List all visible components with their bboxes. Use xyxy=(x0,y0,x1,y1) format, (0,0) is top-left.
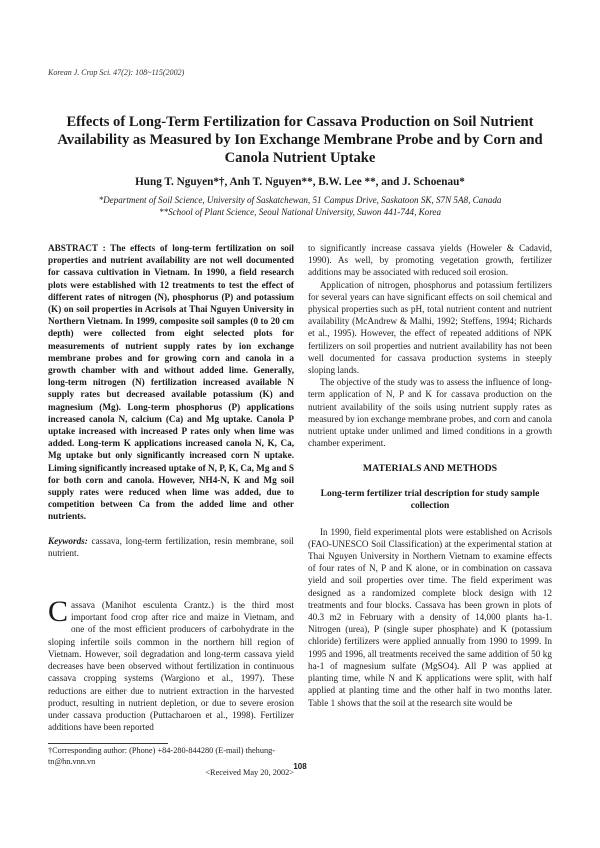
body-paragraph: to significantly increase cassava yields (Howeler & Cadavid, 1990). As well, by promoting vegetation growth, fertilizer additions may be associated with reduced soil erosion. xyxy=(308,243,552,278)
received-date: <Received May 20, 2002> xyxy=(205,767,294,777)
body-paragraph: The objective of the study was to assess the influence of long-term application of N, P and K for cassava production on the nutrient availability of the soils using nutrient supply rates as measured by ion exchange membrane probes, and corn and canola nutrient uptake under unlimed and limed conditions in a growth chamber experiment. xyxy=(308,377,552,449)
subsection-heading: Long-term fertilizer trial description for study sample collection xyxy=(320,488,540,511)
article-title: Effects of Long-Term Fertilization for Cassava Production on Soil Nutrient Availability as Measured by Ion Exchange Membrane Probe and by Corn and Canola Nutrient Uptake xyxy=(57,114,543,166)
left-column xyxy=(48,242,294,778)
drop-cap: C xyxy=(48,595,69,629)
keywords-label: Keywords: xyxy=(48,535,88,546)
keywords-text: cassava, long-term fertilization, resin membrane, soil nutrient. xyxy=(48,535,294,558)
introduction-paragraph xyxy=(48,595,294,733)
body-paragraph: In 1990, field experimental plots were established on Acrisols (FAO-UNESCO Soil Classification) at the experimental station at Thai Nguyen University in Northern Vietnam to examine effects of four rates of N, P and K alone, or in combination on cassava yield and soil properties over time. The field experiment was designed as a randomized complete block design with 12 treatments and four blocks. Cassava has been grown in plots of 40.3 m2 in February with a density of 14,000 plants ha-1. Nitrogen (urea), P (single super phosphate) and K (potassium chloride) fertilizers were applied annually from 1990 to 1999. In 1995 and 1996, all treatments received the same addition of 50 kg ha-1 of magnesium sulfate (MgSO4). All P was applied at planting time, while N and K applications were split, with half applied at planting time and the other half in two months later. Table 1 shows that the soil at the research site would be xyxy=(308,526,552,708)
corresponding-author: †Corresponding author: (Phone) +84-280-844280 (E-mail) thehung-tn@hn.vnn.vn xyxy=(48,746,276,766)
footnote-divider xyxy=(48,743,168,744)
body-paragraph: Application of nitrogen, phosphorus and potassium fertilizers for several years can have significant effects on soil chemical and physical properties such as pH, total nutrient content and nutrient availability (McAndrew & Malhi, 1992; Steffens, 1994; Richards et al., 1995). However, the effect of repeated additions of NPK fertilizers on soil properties and nutrient availability has not been well documented for cassava production systems in steeply sloping lands. xyxy=(308,279,552,376)
journal-citation: Korean J. Crop Sci. 47(2): 108~115(2002) xyxy=(48,68,185,77)
page-number: 108 xyxy=(293,762,307,771)
section-heading: MATERIALS AND METHODS xyxy=(362,463,498,475)
keywords xyxy=(48,535,294,559)
right-column xyxy=(308,242,552,709)
affiliations xyxy=(40,194,560,218)
abstract: ABSTRACT : The effects of long-term fertilization on soil properties and nutrient availability are not well documented for cassava cultivation in Vietnam. In 1990, a field research plots were established with 12 treatments to test the effect of different rates of nitrogen (N), phosphorus (P) and potassium (K) on soil properties in Acrisols at Thai Nguyen University in Northern Vietnam. In 1999, composite soil samples (0 to 20 cm depth) were collected from eight selected plots for measurements of nutrient supply rates by ion exchange membrane probes and for growing corn and canola in a growth chamber with and without added lime. Generally, long-term nitrogen (N) fertilization increased available N supply rates but decreased available potassium (K) and magnesium (Mg). Long-term phosphorus (P) applications increased canola N, calcium (Ca) and Mg uptake. Canola P uptake increased with increased P rates only when lime was added. Long-term K applications increased canola N, K, Ca, Mg uptake but only significantly increased corn N uptake. Liming significantly increased uptake of N, P, K, Ca, Mg and S for both corn and canola. However, NH4-N, K and Mg soil supply rates were reduced when lime was added, due to competition between Ca from the added lime and other nutrients. xyxy=(48,243,294,522)
affiliation-1: *Department of Soil Science, University of Saskatchewan, 51 Campus Drive, Saskatoon SK, S7N 5A8, Canada xyxy=(98,195,502,205)
affiliation-2: **School of Plant Science, Seoul National University, Suwon 441-744, Korea xyxy=(158,207,442,217)
author-list: Hung T. Nguyen*†, Anh T. Nguyen**, B.W. Lee **, and J. Schoenau* xyxy=(135,176,465,188)
introduction-text: assava (Manihot esculenta Crantz.) is the third most important food crop after rice and maize in Vietnam, and one of the most efficient producers of carbohydrate in the sloping infertile soils common in the northern hill region of Vietnam. However, soil degradation and long-term cassava yield decreases have been observed without fertilization in continuous cassava cropping systems (Wargiono et al., 1997). These reductions are either due to nutrient extraction in the harvested product, resulting in nutrient depletion, or due to severe erosion under cassava production (Puttacharoen et al., 1998). Fertilizer additions have been reported xyxy=(48,600,294,733)
